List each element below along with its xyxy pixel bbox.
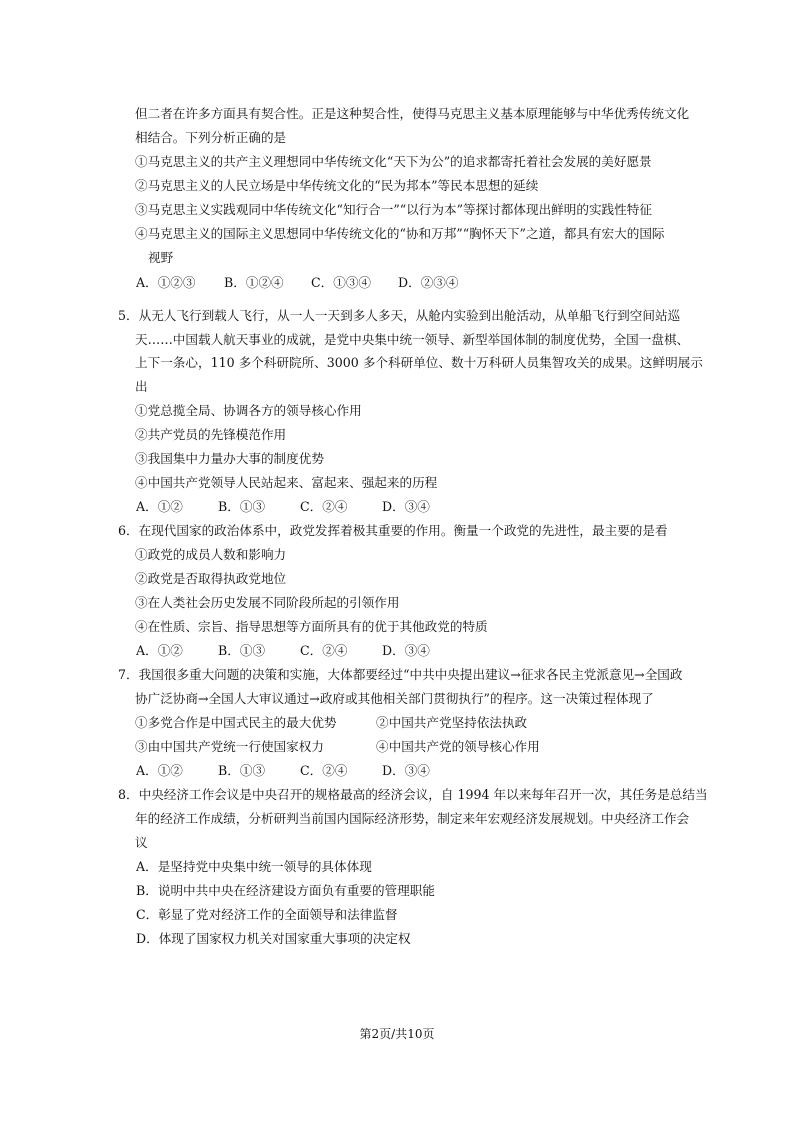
q5-options: [136, 499, 430, 515]
q7-statement-2: ②中国共产党坚持依法执政: [376, 715, 528, 730]
q5-statement-4: ④中国共产党领导人民站起来、富起来、强起来的历程: [135, 475, 438, 490]
q5-statement-3: ③我国集中力量办大事的制度优势: [135, 451, 324, 466]
q6-option-a[interactable]: A．①②: [136, 643, 183, 658]
q8-option-b[interactable]: B．说明中共中央在经济建设方面负有重要的管理职能: [136, 883, 435, 898]
q4-statement-3: ③马克思主义实践观同中华传统文化“知行合一”“以行为本”等探讨都体现出鲜明的实践性特征: [135, 202, 652, 217]
q7-stem-line-1: 7．我国很多重大问题的决策和实施，大体都要经过“中共中央提出建议→征求各民主党派意见→全国政: [118, 667, 683, 682]
q4-option-d[interactable]: D．②③④: [398, 275, 459, 290]
q8-option-c[interactable]: C．彰显了党对经济工作的全面领导和法律监督: [136, 907, 398, 922]
q6-option-d[interactable]: D．③④: [382, 643, 430, 658]
q7-option-a[interactable]: A．①②: [136, 763, 183, 778]
q4-statement-1: ①马克思主义的共产主义理想同中华传统文化“天下为公”的追求都寄托着社会发展的美好愿景: [135, 154, 652, 169]
q7-stem-line-2: 协广泛协商→全国人大审议通过→政府或其他相关部门贯彻执行”的程序。这一决策过程体现了: [135, 691, 654, 706]
q5-stem-line-1: 5．从无人飞行到载人飞行，从一人一天到多人多天，从舱内实验到出舱活动，从单船飞行到空间站巡: [118, 308, 681, 323]
q7-statement-3: ③由中国共产党统一行使国家权力: [135, 739, 324, 754]
q8-stem-line-3: 议: [135, 835, 148, 850]
q4-statement-4-cont: 视野: [148, 250, 174, 265]
q5-stem-line-3: 上下一条心，110 多个科研院所、3000 多个科研单位、数十万科研人员集智攻关的成果。这鲜明展示: [135, 355, 703, 370]
q5-stem-line-4: 出: [135, 379, 148, 394]
q4-text-line-2: 相结合。下列分析正确的是: [135, 130, 287, 145]
q4-statement-4: ④马克思主义的国际主义思想同中华传统文化的“协和万邦”“胸怀天下”之道，都具有宏大的国际: [135, 226, 665, 241]
q5-option-d[interactable]: D．③④: [382, 499, 430, 514]
q6-statement-1: ①政党的成员人数和影响力: [135, 547, 287, 562]
q4-option-b[interactable]: B．①②④: [224, 275, 284, 290]
q6-statement-3: ③在人类社会历史发展不同阶段所起的引领作用: [135, 595, 400, 610]
q7-option-c[interactable]: C．②④: [300, 763, 348, 778]
q5-stem-line-2: 天……中国载人航天事业的成就，是党中央集中统一领导、新型举国体制的制度优势，全国一盘棋、: [135, 332, 690, 347]
q7-option-d[interactable]: D．③④: [382, 763, 430, 778]
q7-options: [136, 763, 430, 779]
q4-option-c[interactable]: C．①③④: [311, 275, 372, 290]
q4-options: [136, 275, 458, 291]
q5-option-c[interactable]: C．②④: [300, 499, 348, 514]
q6-statement-4: ④在性质、宗旨、指导思想等方面所具有的优于其他政党的特质: [135, 619, 488, 634]
q4-option-a[interactable]: A．①②③: [136, 275, 196, 290]
q6-stem-line-1: 6．在现代国家的政治体系中，政党发挥着极其重要的作用。衡量一个政党的先进性，最主要的是看: [118, 523, 668, 538]
q8-stem-line-1: 8．中央经济工作会议是中央召开的规格最高的经济会议，自 1994 年以来每年召开一次，其任务是总结当: [118, 787, 708, 802]
q8-stem-line-2: 年的经济工作成绩，分析研判当前国内国际经济形势，制定来年宏观经济发展规划。中央经济工作会: [135, 811, 690, 826]
q5-statement-2: ②共产党员的先锋模范作用: [135, 427, 287, 442]
q7-statement-4: ④中国共产党的领导核心作用: [376, 739, 540, 754]
q5-option-a[interactable]: A．①②: [136, 499, 183, 514]
q4-text-line-1: 但二者在许多方面具有契合性。正是这种契合性，使得马克思主义基本原理能够与中华优秀传统文化: [135, 106, 690, 121]
q6-options: [136, 643, 430, 659]
q8-option-d[interactable]: D．体现了国家权力机关对国家重大事项的决定权: [136, 931, 411, 946]
q7-statement-1: ①多党合作是中国式民主的最大优势: [135, 715, 337, 730]
q5-statement-1: ①党总揽全局、协调各方的领导核心作用: [135, 403, 362, 418]
q4-statement-2: ②马克思主义的人民立场是中华传统文化的“民为邦本”等民本思想的延续: [135, 178, 539, 193]
q8-option-a[interactable]: A．是坚持党中央集中统一领导的具体体现: [136, 859, 372, 874]
q5-option-b[interactable]: B．①③: [218, 499, 266, 514]
q6-option-b[interactable]: B．①③: [218, 643, 266, 658]
q7-option-b[interactable]: B．①③: [218, 763, 266, 778]
page-number: 第2页/共10页: [359, 1027, 435, 1041]
q6-option-c[interactable]: C．②④: [300, 643, 348, 658]
q6-statement-2: ②政党是否取得执政党地位: [135, 571, 287, 586]
